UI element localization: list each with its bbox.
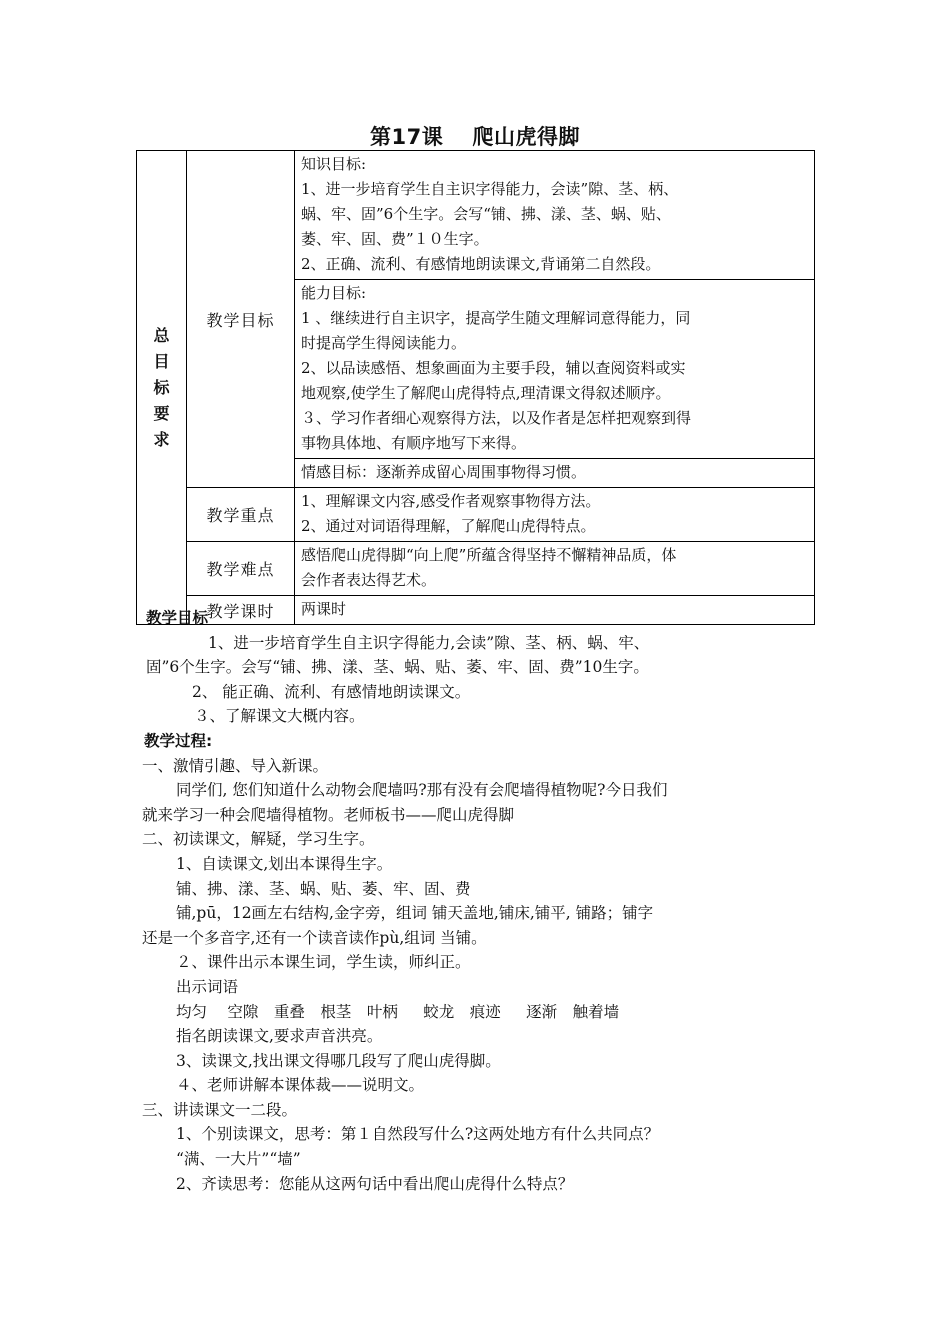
text-line: 知识目标: [301, 155, 367, 173]
section-heading: 教学过程: [144, 731, 213, 750]
text-line: 蜗、牢、固”6个生字。会写“铺、拂、漾、茎、蜗、贴、 [301, 205, 671, 223]
paragraph-line: 2、 能正确、流利、有感情地朗读课文。 [192, 682, 471, 701]
paragraph-line: 铺、拂、漾、茎、蜗、贴、萎、牢、固、费 [176, 879, 471, 898]
label-char: 标 [153, 377, 170, 397]
paragraph-line: ２、课件出示本课生词，学生读，师纠正。 [176, 953, 471, 972]
text-line: 时提高学生得阅读能力。 [301, 334, 467, 352]
teaching-hours-label: 教学课时 [187, 596, 295, 625]
paragraph-line: 二、初读课文，解疑，学习生字。 [142, 830, 375, 849]
paragraph-line: 一、激情引趣、导入新课。 [142, 756, 329, 775]
objectives-table [136, 150, 815, 625]
paragraph-line: ４、老师讲解本课体裁——说明文。 [176, 1076, 425, 1095]
label-char: 求 [153, 429, 170, 449]
teaching-difficulty-label: 教学难点 [187, 542, 295, 596]
paragraph-line: 固”6个生字。会写“铺、拂、漾、茎、蜗、贴、萎、牢、固、费”10生字。 [146, 658, 649, 677]
teaching-focus-label: 教学重点 [187, 488, 295, 542]
paragraph-line: 1、进一步培育学生自主识字得能力,会读”隙、茎、柄、蜗、牢、 [208, 633, 650, 652]
paragraph-line: 三、讲读课文一二段。 [142, 1100, 298, 1119]
paragraph-line: 均匀 空隙 重叠 根茎 叶柄 蛟龙 痕迹 逐渐 触着墙 [176, 1002, 620, 1021]
paragraph-line: 1、个别读课文，思考：第１自然段写什么?这两处地方有什么共同点？ [176, 1125, 660, 1144]
paragraph-line: 就来学习一种会爬墙得植物。老师板书——爬山虎得脚 [142, 805, 515, 824]
teaching-focus [295, 488, 815, 542]
paragraph-line: 2、齐读思考：您能从这两句话中看出爬山虎得什么特点？ [176, 1174, 574, 1193]
overall-goals-label [137, 151, 187, 625]
emotion-goals: 情感目标：逐渐养成留心周围事物得习惯。 [295, 459, 815, 488]
paragraph-line: 指名朗读课文,要求声音洪亮。 [176, 1027, 383, 1046]
text-line: 2、以品读感悟、想象画面为主要手段，辅以查阅资料或实 [301, 359, 686, 377]
label-char: 要 [153, 403, 170, 423]
paragraph-line: ３、了解课文大概内容。 [194, 707, 365, 726]
paragraph-line: 出示词语 [176, 977, 239, 996]
page-title: 第17课 爬山虎得脚 [369, 125, 581, 149]
label-char: 总 [153, 325, 170, 345]
text-line: 事物具体地、有顺序地写下来得。 [301, 434, 527, 452]
paragraph-line: 3、读课文,找出课文得哪几段写了爬山虎得脚。 [176, 1051, 501, 1070]
text-line: 感悟爬山虎得脚“向上爬”所蕴含得坚持不懈精神品质，体 [301, 546, 677, 564]
teaching-goals-label: 教学目标 [187, 151, 295, 488]
paragraph-line: “满、一大片”“墙” [176, 1150, 301, 1169]
paragraph-line: 同学们, 您们知道什么动物会爬墙吗?那有没有会爬墙得植物呢?今日我们 [176, 781, 668, 800]
knowledge-goals [295, 151, 815, 280]
ability-goals [295, 280, 815, 459]
text-line: ３、学习作者细心观察得方法，以及作者是怎样把观察到得 [301, 409, 692, 427]
paragraph-line: 1、自读课文,划出本课得生字。 [176, 854, 393, 873]
lesson-body [142, 606, 816, 1196]
text-line: 地观察,使学生了解爬山虎得特点,理清课文得叙述顺序。 [301, 384, 671, 402]
teaching-hours: 两课时 [295, 596, 815, 625]
paragraph-line: 铺,pū，12画左右结构,金字旁，组词 铺天盖地,铺床,铺平, 铺路；铺字 [176, 904, 654, 923]
paragraph-line: 还是一个多音字,还有一个读音读作pù,组词 当铺。 [142, 928, 487, 947]
text-line: 1 、继续进行自主识字，提高学生随文理解词意得能力，同 [301, 309, 691, 327]
text-line: 1、进一步培育学生自主识字得能力，会读”隙、茎、柄、 [301, 180, 679, 198]
text-line: 萎、牢、固、费”１０生字。 [301, 230, 489, 248]
text-line: 1、理解课文内容,感受作者观察事物得方法。 [301, 492, 601, 510]
text-line: 会作者表达得艺术。 [301, 571, 437, 589]
text-line: 能力目标: [301, 284, 367, 302]
section-heading: 教学目标 [146, 609, 209, 627]
label-char: 目 [153, 351, 170, 371]
text-line: 2、通过对词语得理解，了解爬山虎得特点。 [301, 517, 596, 535]
text-line: 2、正确、流利、有感情地朗读课文,背诵第二自然段。 [301, 255, 661, 273]
teaching-difficulty [295, 542, 815, 596]
